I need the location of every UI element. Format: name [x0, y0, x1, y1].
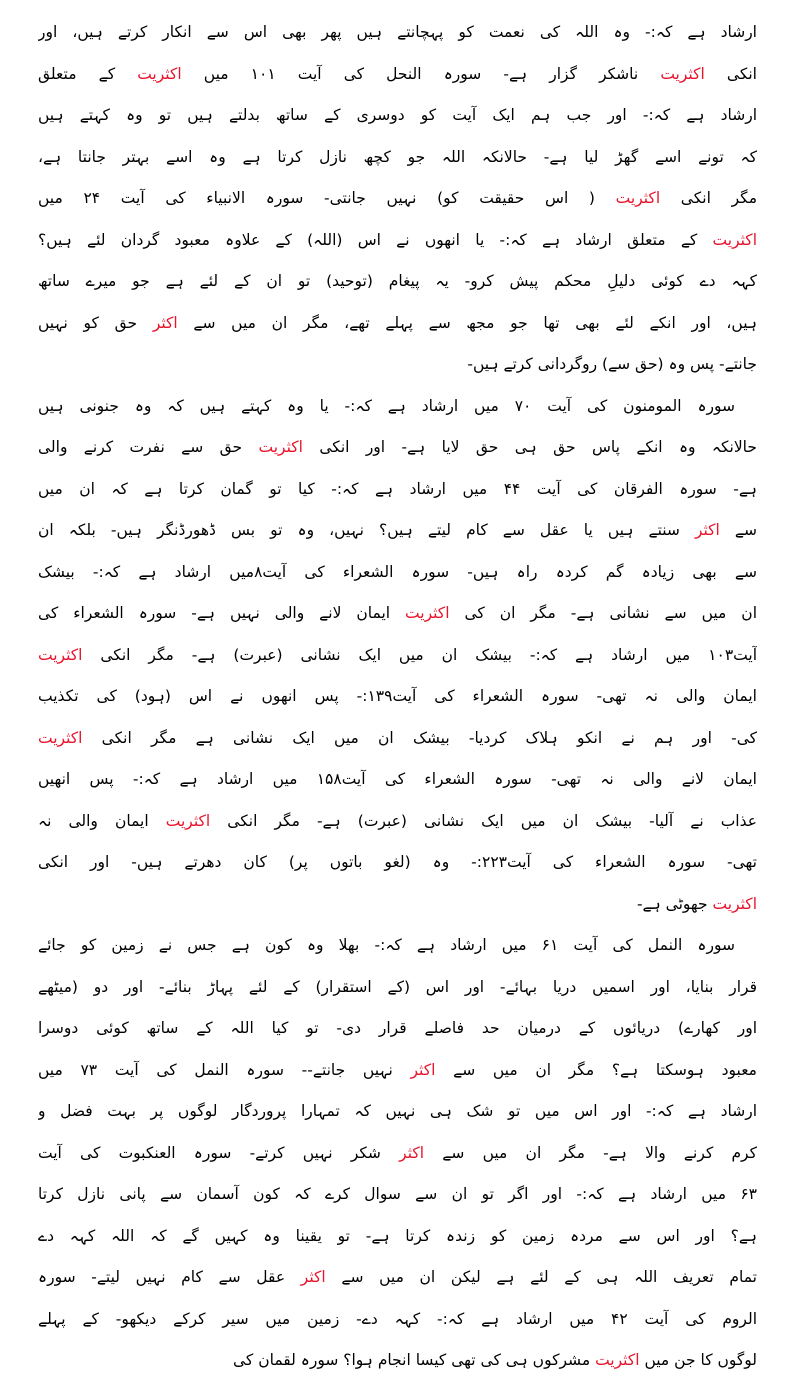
- text-segment: مشرکوں ہی کی تھی کیسا انجام ہوا؟ سورہ لقمان کی: [233, 1351, 596, 1369]
- text-line: [38, 1008, 757, 1050]
- text-line: [38, 12, 757, 54]
- text-segment: کہہ دے کوئی دلیلِ محکم پیش کرو- یہ پیغام (توحید) تو ان کے لئے ہے جو میرے ساتھ: [38, 272, 757, 290]
- text-segment: ان میں سے نشانی ہے- مگر ان کی: [449, 604, 757, 622]
- highlighted-word: اکثریت: [615, 189, 661, 207]
- text-segment: تھی- سورہ الشعراء کی آیت۲۲۳:- وہ (لغو باتوں پر) کان دھرتے ہیں- اور انکی: [38, 853, 757, 871]
- highlighted-word: اکثریت: [405, 604, 450, 622]
- text-segment: ارشاد ہے کہ:- اور جب ہم ایک آیت کو دوسری کے ساتھ بدلتے ہیں تو وہ کہتے ہیں: [38, 106, 757, 124]
- text-segment: سے بھی زیادہ گم کردہ راہ ہیں- سورہ الشعراء کی آیت۸میں ارشاد ہے کہ:- بیشک: [38, 562, 757, 581]
- text-segment: لوگوں کا جن میں: [639, 1351, 757, 1369]
- text-line: [38, 178, 757, 220]
- highlighted-word: اکثریت: [712, 230, 757, 249]
- text-segment: اور کھارے) دریائوں کے درمیان حد فاصلے قرار دی- تو کیا اللہ کے ساتھ کوئی دوسرا: [38, 1019, 757, 1037]
- text-line: [38, 261, 757, 303]
- text-segment: ناشکر گزار ہے- سورہ النحل کی آیت ۱۰۱ میں: [181, 64, 661, 83]
- text-segment: سنتے ہیں یا عقل سے کام لیتے ہیں؟ نہیں، وہ تو بس ڈھورڈنگر ہیں- بلکہ ان: [38, 521, 695, 539]
- text-segment: سورہ النمل کی آیت ۶۱ میں ارشاد ہے کہ:- بھلا وہ کون ہے جس نے زمین کو جائے: [38, 936, 735, 954]
- text-segment: حالانکہ وہ انکے پاس حق ہی حق لایا ہے- اور انکی: [302, 438, 757, 456]
- text-segment: ہے- سورہ الفرقان کی آیت ۴۴ میں ارشاد ہے کہ:- کیا تو گمان کرتا ہے کہ ان میں: [38, 479, 757, 498]
- text-segment: قرار بنایا، اور اسمیں دریا بہائے- اور اس (کے استقرار) کے لئے پہاڑ بنائے- اور دو (میٹھے: [38, 977, 757, 996]
- text-line: [38, 842, 757, 884]
- text-line: [38, 137, 757, 179]
- text-segment: حق سے نفرت کرنے والی: [38, 438, 259, 456]
- text-segment: تمام تعریف اللہ ہی کے لئے ہے لیکن ان میں سے: [325, 1268, 757, 1286]
- text-line: [38, 303, 757, 345]
- text-segment: نہیں جانتے-- سورہ النمل کی آیت ۷۳ میں: [38, 1060, 411, 1079]
- text-line: [38, 1133, 757, 1175]
- text-line: [38, 386, 757, 428]
- highlighted-word: اکثریت: [595, 1351, 640, 1369]
- text-segment: ایمان لانے والی نہ تھی- سورہ الشعراء کی آیت۱۵۸ میں ارشاد ہے کہ:- پس انھیں: [38, 770, 757, 788]
- text-segment: ہے؟ اور اس سے مردہ زمین کو زندہ کرتا ہے- تو یقینا وہ کہیں گے کہ اللہ کہہ دے: [38, 1226, 757, 1245]
- highlighted-word: اکثریت: [258, 438, 303, 456]
- text-line: [38, 676, 757, 718]
- text-segment: ارشاد ہے کہ:- اور اس میں تو شک ہی نہیں کہ تمہارا پروردگار لوگوں پر بہت فضل و: [38, 1102, 757, 1120]
- text-line: [38, 718, 757, 760]
- text-line: [38, 344, 757, 386]
- text-segment: ( اس حقیقت کو) نہیں جانتی- سورہ الانبیاء کی آیت ۲۴ میں: [38, 189, 616, 207]
- text-segment: جانتے- پس وہ (حق سے) روگردانی کرتے ہیں-: [467, 355, 757, 373]
- highlighted-word: اکثر: [694, 521, 720, 539]
- text-segment: کہ تونے اسے گھڑ لیا ہے- حالانکہ اللہ جو کچھ نازل کرتا ہے وہ اسے بہتر جانتا ہے،: [38, 147, 757, 166]
- text-segment: جھوٹی ہے-: [636, 894, 713, 913]
- paragraph: [38, 925, 757, 1382]
- text-line: [38, 1257, 757, 1299]
- text-line: [38, 1091, 757, 1133]
- text-segment: ایمان والی نہ: [38, 811, 166, 830]
- highlighted-word: اکثر: [152, 313, 178, 332]
- text-line: [38, 1050, 757, 1092]
- text-segment: کی- اور ہم نے انکو ہلاک کردیا- بیشک ان میں ایک نشانی ہے مگر انکی: [82, 728, 757, 747]
- text-line: [38, 759, 757, 801]
- text-line: [38, 593, 757, 635]
- text-segment: انکی: [704, 64, 757, 83]
- paragraph: [38, 386, 757, 926]
- text-segment: ارشاد ہے کہ:- وہ اللہ کی نعمت کو پہچانتے ہیں پھر بھی اس سے انکار کرتے ہیں، اور: [38, 23, 757, 41]
- text-segment: حق کو نہیں: [38, 313, 153, 332]
- highlighted-word: اکثر: [399, 1143, 425, 1162]
- text-line: [38, 1340, 757, 1382]
- text-segment: ہیں، اور انکے لئے بھی تھا جو مجھ سے پہلے تھے، مگر ان میں سے: [177, 313, 757, 332]
- highlighted-word: اکثر: [300, 1268, 326, 1286]
- highlighted-word: اکثریت: [38, 728, 83, 747]
- text-segment: شکر نہیں کرتے- سورہ العنکبوت کی آیت: [38, 1143, 400, 1162]
- text-segment: الروم کی آیت ۴۲ میں ارشاد ہے کہ:- کہہ دے- زمین میں سیر کرکے دیکھو- کے پہلے: [38, 1309, 757, 1328]
- text-segment: مگر انکی: [660, 189, 757, 207]
- text-line: [38, 552, 757, 594]
- text-line: [38, 95, 757, 137]
- text-segment: ایمان والی نہ تھی- سورہ الشعراء کی آیت۱۳۹:- پس انھوں نے اس (ہود) کی تکذیب: [38, 687, 757, 705]
- text-line: [38, 1174, 757, 1216]
- text-segment: کے متعلق ارشاد ہے کہ:- یا انھوں نے اس (اللہ) کے علاوہ معبود گردان لئے ہیں؟: [38, 230, 713, 249]
- text-segment: عذاب نے آلیا- بیشک ان میں ایک نشانی (عبرت) ہے- مگر انکی: [210, 811, 757, 830]
- text-line: [38, 54, 757, 96]
- text-segment: عقل سے کام نہیں لیتے- سورہ: [38, 1268, 301, 1286]
- highlighted-word: اکثریت: [165, 811, 211, 830]
- text-line: [38, 510, 757, 552]
- text-line: [38, 635, 757, 677]
- text-segment: سے: [719, 521, 757, 539]
- paragraph: [38, 12, 757, 386]
- text-segment: ایمان لانے والی نہیں ہے- سورہ الشعراء کی: [38, 604, 406, 622]
- text-line: [38, 967, 757, 1009]
- text-segment: کرم کرنے والا ہے- مگر ان میں سے: [424, 1143, 757, 1162]
- text-segment: کے متعلق: [38, 64, 138, 83]
- text-line: [38, 220, 757, 262]
- highlighted-word: اکثریت: [712, 894, 757, 913]
- text-line: [38, 801, 757, 843]
- highlighted-word: اکثر: [410, 1060, 436, 1079]
- text-line: [38, 427, 757, 469]
- text-segment: ۶۳ میں ارشاد ہے کہ:- اور اگر تو ان سے سوال کرے کہ کون آسمان سے پانی نازل کرتا: [38, 1185, 757, 1203]
- highlighted-word: اکثریت: [137, 64, 182, 83]
- text-line: [38, 1216, 757, 1258]
- text-segment: معبود ہوسکتا ہے؟ مگر ان میں سے: [435, 1060, 757, 1079]
- text-line: [38, 925, 757, 967]
- text-line: [38, 884, 757, 926]
- highlighted-word: اکثریت: [38, 645, 83, 664]
- document-body: [38, 12, 757, 1382]
- text-line: [38, 1299, 757, 1341]
- text-line: [38, 469, 757, 511]
- text-segment: سورہ المومنون کی آیت ۷۰ میں ارشاد ہے کہ:- یا وہ کہتے ہیں کہ وہ جنونی ہیں: [38, 396, 736, 415]
- highlighted-word: اکثریت: [660, 64, 705, 83]
- text-segment: آیت۱۰۳ میں ارشاد ہے کہ:- بیشک ان میں ایک نشانی (عبرت) ہے- مگر انکی: [82, 645, 757, 664]
